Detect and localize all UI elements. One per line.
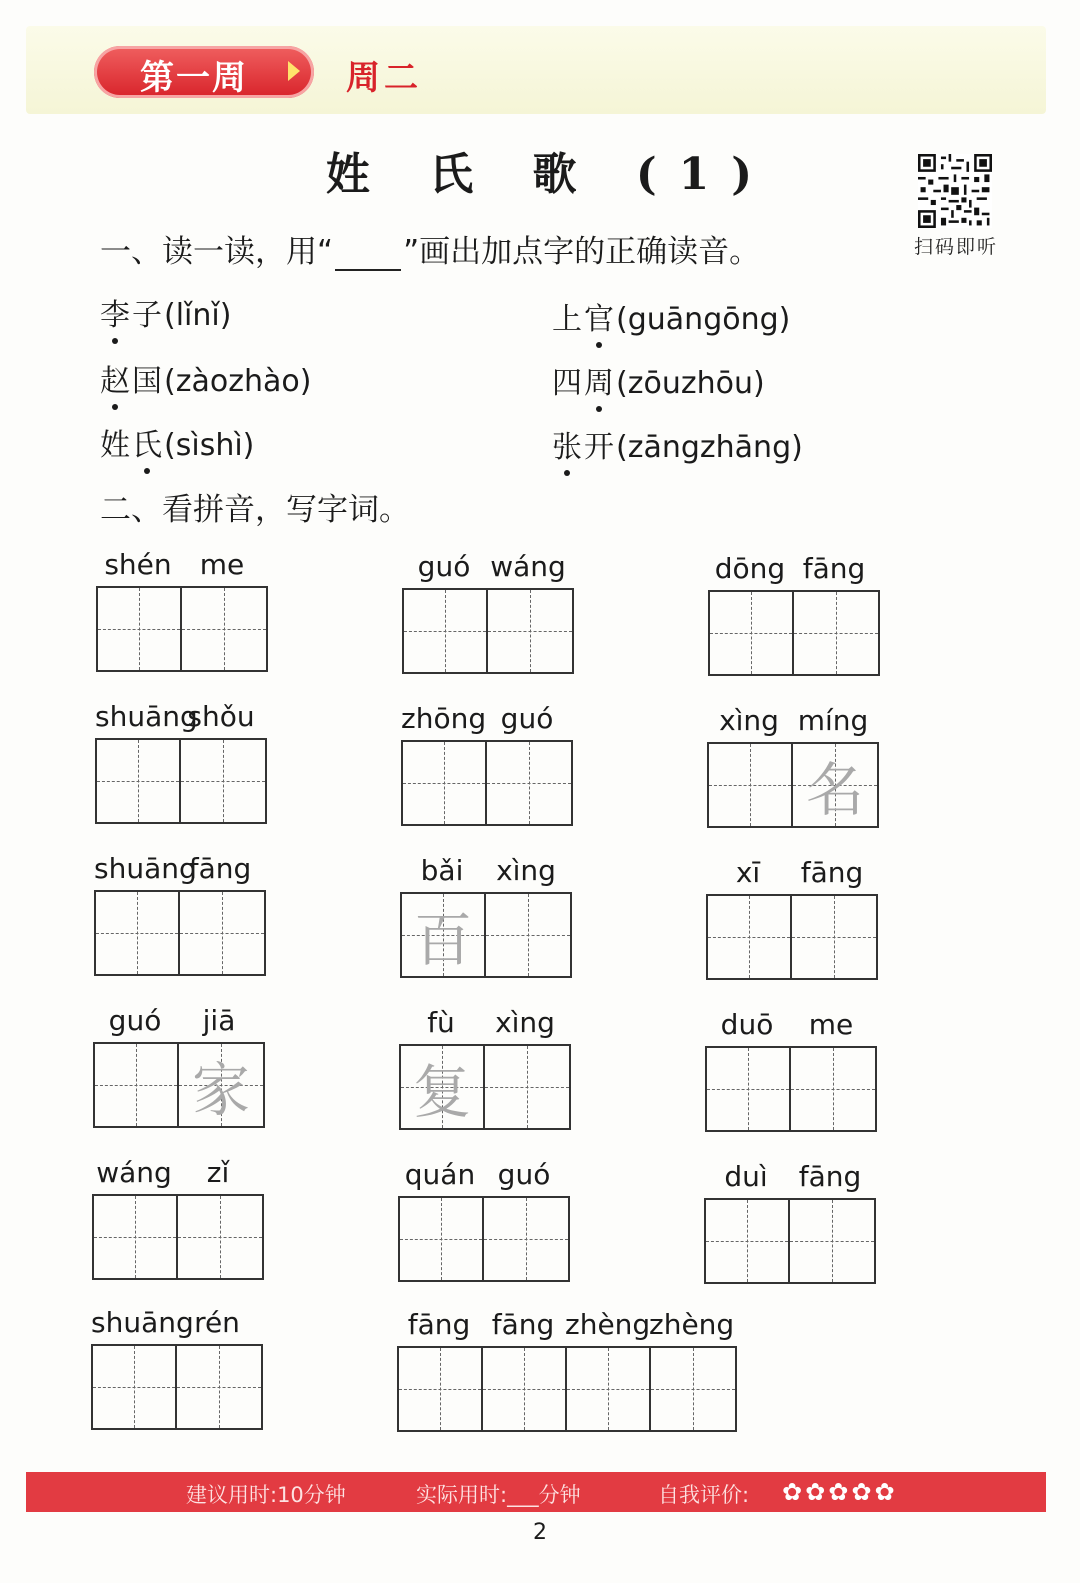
pinyin-row (707, 704, 875, 738)
writing-grid (94, 890, 266, 976)
pinyin-row (397, 1308, 733, 1342)
reading-item: 姓氏(sìshì) (100, 420, 254, 464)
pinyin-syllable: xìng (495, 1006, 555, 1039)
writing-grid (705, 1046, 877, 1132)
option-2[interactable]: zhào (228, 364, 300, 399)
pinyin-syllable: xìng (719, 704, 779, 737)
tian-zi-cell[interactable] (651, 1348, 735, 1430)
pinyin-syllable: shǒu (187, 700, 255, 733)
pinyin-row (399, 1006, 567, 1040)
writing-grid (706, 894, 878, 980)
pinyin-row (400, 854, 568, 888)
dotted-char: 周 (584, 358, 616, 402)
tian-zi-cell[interactable] (794, 592, 878, 674)
tian-zi-cell[interactable] (95, 1044, 179, 1126)
reading-item: 上官(guāngōng) (552, 294, 790, 338)
arrow-right-icon (288, 61, 300, 81)
tian-zi-cell[interactable] (180, 892, 264, 974)
pinyin-row (95, 700, 263, 734)
tian-zi-cell[interactable] (708, 896, 792, 978)
tian-zi-cell[interactable] (181, 740, 265, 822)
tian-zi-cell[interactable] (98, 588, 182, 670)
tian-zi-cell[interactable] (793, 744, 877, 826)
pinyin-row (91, 1306, 259, 1340)
pinyin-syllable: jiā (202, 1004, 236, 1037)
option-1[interactable]: zào (175, 364, 229, 399)
tian-zi-cell[interactable] (483, 1348, 567, 1430)
hint-character: 名 (805, 756, 864, 824)
pinyin-row (704, 1160, 872, 1194)
tian-zi-cell[interactable] (706, 1200, 790, 1282)
pinyin-row (398, 1158, 566, 1192)
pinyin-syllable: quán (404, 1158, 476, 1191)
day-label: 周二 (346, 58, 422, 98)
writing-grid (92, 1194, 264, 1280)
pinyin-row (708, 552, 876, 586)
dotted-char: 氏 (132, 420, 164, 464)
option-2[interactable]: zhāng (699, 430, 792, 465)
pinyin-syllable: bǎi (420, 854, 464, 887)
pinyin-syllable: me (808, 1008, 854, 1041)
section1-title (100, 226, 760, 271)
dotted-char: 赵 (100, 356, 132, 400)
reading-item: 张开(zāngzhāng) (552, 422, 803, 466)
tian-zi-cell[interactable] (487, 742, 571, 824)
writing-grid (707, 742, 879, 828)
pinyin-row (402, 550, 570, 584)
tian-zi-cell[interactable] (707, 1048, 791, 1130)
writing-grid (401, 740, 573, 826)
rating-flowers-icon[interactable]: ✿✿✿✿✿ (782, 1478, 898, 1506)
self-eval-label: 自我评价: (658, 1483, 750, 1507)
plain-char: 姓 (100, 428, 132, 463)
pinyin-syllable: rén (194, 1306, 240, 1339)
pinyin-syllable: duì (724, 1160, 768, 1193)
tian-zi-cell[interactable] (401, 1046, 485, 1128)
page-title: 姓 氏 歌 (1) (325, 149, 775, 200)
pinyin-syllable: dōng (714, 552, 786, 585)
hint-character: 百 (413, 906, 472, 974)
hint-character: 家 (191, 1056, 250, 1124)
dotted-char: 官 (584, 294, 616, 338)
pinyin-syllable: guó (500, 702, 554, 735)
option-2[interactable]: gōng (703, 302, 779, 337)
tian-zi-cell[interactable] (403, 742, 487, 824)
tian-zi-cell[interactable] (93, 1346, 177, 1428)
tian-zi-cell[interactable] (792, 896, 876, 978)
tian-zi-cell[interactable] (484, 1198, 568, 1280)
reading-item: 李子(lǐnǐ) (100, 290, 231, 334)
pinyin-syllable: fāng (798, 1160, 862, 1193)
option-1[interactable]: zōu (627, 366, 681, 401)
pinyin-syllable: wáng (96, 1156, 172, 1189)
tian-zi-cell[interactable] (94, 1196, 178, 1278)
tian-zi-cell[interactable] (179, 1044, 263, 1126)
pinyin-syllable: fāng (491, 1308, 555, 1341)
pinyin-syllable: guó (417, 550, 471, 583)
pinyin-syllable: fāng (407, 1308, 471, 1341)
reading-word (552, 430, 616, 465)
writing-grid (402, 588, 574, 674)
pinyin-syllable: zhōng (401, 702, 487, 735)
pinyin-row (94, 852, 262, 886)
pinyin-syllable: zǐ (206, 1156, 230, 1189)
tian-zi-cell[interactable] (485, 1046, 569, 1128)
pinyin-syllable: fù (427, 1006, 455, 1039)
pinyin-syllable: xī (735, 856, 761, 889)
writing-grid (96, 586, 268, 672)
pinyin-syllable: fāng (802, 552, 866, 585)
section1-title-pre: 一、读一读，用“ (100, 234, 334, 270)
qr-caption: 扫码即听 (913, 236, 998, 258)
pinyin-row (92, 1156, 260, 1190)
writing-grid (400, 892, 572, 978)
writing-grid (397, 1346, 737, 1432)
plain-char: 子 (132, 298, 164, 333)
pinyin-row (706, 856, 874, 890)
pinyin-syllable: shuāng (91, 1306, 194, 1339)
tian-zi-cell[interactable] (709, 744, 793, 826)
plain-char: 上 (552, 302, 584, 337)
tian-zi-cell[interactable] (790, 1200, 874, 1282)
hint-character: 复 (412, 1058, 471, 1126)
tian-zi-cell[interactable] (400, 1198, 484, 1280)
answer-underline-sample (335, 239, 401, 271)
plain-char: 四 (552, 366, 584, 401)
tian-zi-cell[interactable] (567, 1348, 651, 1430)
footer-bar (26, 1472, 1046, 1512)
tian-zi-cell[interactable] (399, 1348, 483, 1430)
pinyin-syllable: fāng (800, 856, 864, 889)
reading-word (100, 364, 164, 399)
dotted-char: 李 (100, 290, 132, 334)
pinyin-syllable: shén (104, 548, 172, 581)
section1-title-post: ”画出加点字的正确读音。 (403, 234, 761, 270)
section2-title: 二、看拼音，写字词。 (100, 492, 410, 528)
option-2[interactable]: nǐ (192, 298, 220, 333)
writing-grid (399, 1044, 571, 1130)
tian-zi-cell[interactable] (402, 894, 486, 976)
tian-zi-cell[interactable] (488, 590, 572, 672)
tian-zi-cell[interactable] (710, 592, 794, 674)
option-1[interactable]: lǐ (175, 298, 193, 333)
tian-zi-cell[interactable] (97, 740, 181, 822)
option-1[interactable]: sì (175, 428, 200, 463)
suggested-time: 建议用时:10分钟 (186, 1483, 346, 1507)
option-2[interactable]: shì (199, 428, 243, 463)
tian-zi-cell[interactable] (404, 590, 488, 672)
pinyin-syllable: guó (108, 1004, 162, 1037)
tian-zi-cell[interactable] (177, 1346, 261, 1428)
tian-zi-cell[interactable] (182, 588, 266, 670)
reading-word (100, 428, 164, 463)
page-number: 2 (533, 1520, 547, 1545)
pinyin-row (93, 1004, 261, 1038)
pinyin-syllable: xìng (496, 854, 556, 887)
writing-grid (398, 1196, 570, 1282)
writing-grid (704, 1198, 876, 1284)
writing-grid (708, 590, 880, 676)
pinyin-syllable: shuāng (95, 700, 198, 733)
pinyin-syllable: shuāng (94, 852, 197, 885)
pinyin-syllable: zhèng (649, 1308, 735, 1341)
reading-word (552, 366, 616, 401)
pinyin-syllable: guó (497, 1158, 551, 1191)
reading-item: 四周(zōuzhōu) (552, 358, 765, 402)
dotted-char: 张 (552, 422, 584, 466)
option-2[interactable]: zhōu (680, 366, 753, 401)
pinyin-syllable: wáng (490, 550, 566, 583)
pinyin-syllable: duō (720, 1008, 774, 1041)
week-badge (94, 46, 314, 98)
pinyin-syllable: zhèng (565, 1308, 651, 1341)
tian-zi-cell[interactable] (791, 1048, 875, 1130)
pinyin-syllable: fāng (188, 852, 252, 885)
reading-word (100, 298, 164, 333)
pinyin-syllable: míng (797, 704, 869, 737)
pinyin-row (705, 1008, 873, 1042)
pinyin-row (401, 702, 569, 736)
qr-code-icon[interactable] (918, 154, 992, 228)
option-1[interactable]: guān (627, 302, 704, 337)
pinyin-syllable: me (199, 548, 245, 581)
plain-char: 国 (132, 364, 164, 399)
writing-grid (91, 1344, 263, 1430)
pinyin-row (96, 548, 264, 582)
option-1[interactable]: zāng (627, 430, 700, 465)
tian-zi-cell[interactable] (96, 892, 180, 974)
reading-word (552, 302, 616, 337)
writing-grid (93, 1042, 265, 1128)
tian-zi-cell[interactable] (178, 1196, 262, 1278)
writing-grid (95, 738, 267, 824)
actual-time[interactable]: 实际用时:___分钟 (416, 1483, 581, 1507)
plain-char: 开 (584, 430, 616, 465)
tian-zi-cell[interactable] (486, 894, 570, 976)
week-label: 第一周 (140, 58, 248, 98)
reading-item: 赵国(zàozhào) (100, 356, 311, 400)
